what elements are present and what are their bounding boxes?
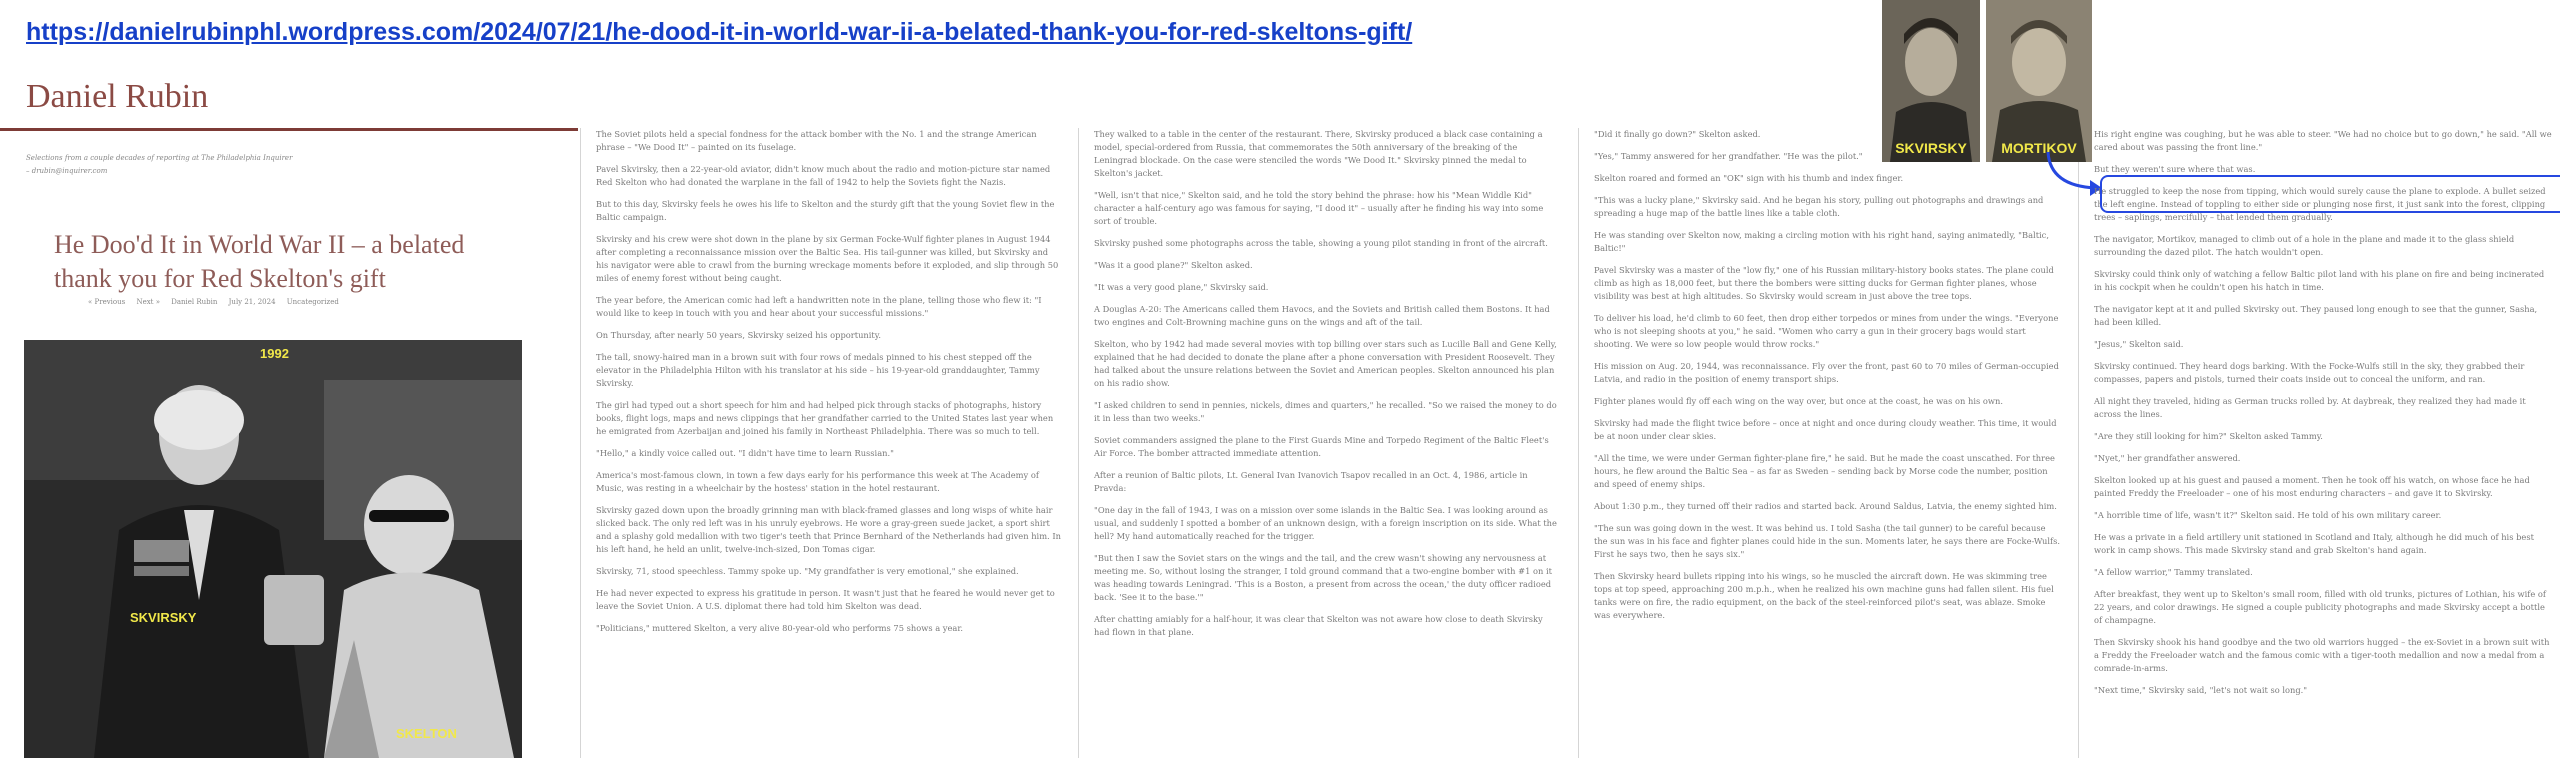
article-paragraph: Skvirsky continued. They heard dogs barking. With the Focke-Wulfs still in the sky, they grabbed their compasses, papers and pistols, turned their coats inside out to conceal the uniform, and ran. — [2094, 361, 2525, 384]
article-paragraph: "Are they still looking for him?" Skelton asked Tammy. — [2094, 431, 2323, 441]
column-divider — [580, 128, 581, 758]
article-paragraph: The navigator kept at it and pulled Skvirsky out. They paused long enough to see that the gunner, Sasha, had been killed. — [2094, 304, 2538, 327]
article-paragraph: A Douglas A-20: The Americans called them Havocs, and the Soviets and British called them Bostons. It had two engines and Colt-Browning machine guns on the wings and aft of the tail. — [1094, 304, 1550, 327]
article-column-1 — [596, 128, 1062, 644]
article-paragraph: He had never expected to express his gratitude in person. It wasn't just that he feared he would never get to leave the Soviet Union. A U.S. diplomat there had told him Skelton was dead. — [596, 588, 1055, 611]
article-paragraph: "Was it a good plane?" Skelton asked. — [1094, 260, 1253, 270]
article-paragraph: Skelton roared and formed an "OK" sign with his thumb and index finger. — [1594, 173, 1904, 183]
article-paragraph: Then Skvirsky heard bullets ripping into his wings, so he muscled the aircraft down. He was skimming tree tops at top speed, approaching 200 m.p.h., when he realized his own machine guns had fallen silent. His fuel tanks were on fire, the radio equipment, on the back of the steel-reinforced pilot's seat, was ablaze. Smoke was everywhere. — [1594, 571, 2054, 620]
photo-right-label: SKELTON — [396, 726, 457, 741]
article-paragraph: After chatting amiably for a half-hour, it was clear that Skelton was not aware how close to death Skvirsky had flown in that plane. — [1094, 614, 1543, 637]
article-paragraph: After breakfast, they went up to Skelton's small room, filled with old trunks, pictures of Lothian, his wife of 22 years, and color drawings. He signed a couple publicity photographs and made Skvirsky accept a bottle of champagne. — [2094, 589, 2546, 625]
article-paragraph: "One day in the fall of 1943, I was on a mission over some islands in the Baltic Sea. I was looking around as usual, and suddenly I spotted a bomber of an unknown design, with a foreign inscription on its side. What the hell? My hand automatically reached for the trigger. — [1094, 505, 1557, 541]
portrait-caption: MORTIKOV — [2001, 140, 2077, 156]
next-post-link[interactable]: Next » — [136, 298, 160, 306]
article-paragraph: "It was a very good plane," Skvirsky said. — [1094, 282, 1269, 292]
article-paragraph: "I asked children to send in pennies, nickels, dimes and quarters," he recalled. "So we raised the money to do it in less than two weeks." — [1094, 400, 1557, 423]
photo-illustration — [24, 340, 522, 758]
article-paragraph: He struggled to keep the nose from tipping, which would surely cause the plane to explode. A bullet seized the left engine. Instead of toppling to either side or plunging nose first, it just sank into the forest, clipping trees – saplings, mercifully – that lended them gradually. — [2094, 186, 2546, 222]
column-divider — [1578, 128, 1579, 758]
post-meta — [88, 298, 348, 306]
article-paragraph: Skvirsky pushed some photographs across the table, showing a young pilot standing in front of the aircraft. — [1094, 238, 1548, 248]
article-paragraph: Skvirsky gazed down upon the broadly grinning man with black-framed glasses and long wisps of white hair slicked back. The only red left was in his unruly eyebrows. He wore a gray-green suede jacket, a sport shirt and a splashy gold medallion with two tiger's teeth that Prince Bernhard of the Netherlands had given him. In his left hand, he held an unlit, twelve-inch-sized, Don Tomas cigar. — [596, 505, 1061, 554]
article-paragraph: "Did it finally go down?" Skelton asked. — [1594, 129, 1761, 139]
mortikov-portrait — [1986, 0, 2092, 162]
article-paragraph: They walked to a table in the center of the restaurant. There, Skvirsky produced a black case containing a model, special-ordered from Russia, that commemorates the 50th anniversary of the breaking of the Leningrad blockade. On the case were stenciled the words "We Dood It." Skvirsky pinned the medal to Skelton's jacket. — [1094, 129, 1543, 178]
article-paragraph: Skvirsky and his crew were shot down in the plane by six German Focke-Wulf fighter planes in August 1944 after completing a reconnaissance mission over the Baltic Sea. His tail-gunner was killed, but Skvirsky and his navigator were able to crawl from the burning wreckage moments before it exploded, and slip through 50 miles of enemy forest without being caught. — [596, 234, 1059, 283]
portrait-illustration — [1986, 0, 2092, 162]
article-paragraph: "Hello," a kindly voice called out. "I didn't have time to learn Russian." — [596, 448, 894, 458]
article-paragraph: "Nyet," her grandfather answered. — [2094, 453, 2241, 463]
article-paragraph: To deliver his load, he'd climb to 60 feet, then drop either torpedos or mines from under the wings. "Everyone who is not sleeping shoots at you," he said. "Women who carry a gun in their grocery bags would start shooting. We were so low people would throw rocks." — [1594, 313, 2059, 349]
article-paragraph: Skelton looked up at his guest and paused a moment. Then he took off his watch, on whose face he had painted Freddy the Freeloader – one of his most enduring characters – and gave it to Skvirsky. — [2094, 475, 2530, 498]
photo-left-label: SKVIRSKY — [130, 610, 197, 625]
skvirsky-portrait — [1882, 0, 1980, 162]
article-paragraph: "Jesus," Skelton said. — [2094, 339, 2184, 349]
article-paragraph: "Politicians," muttered Skelton, a very alive 80-year-old who performs 75 shows a year. — [596, 623, 964, 633]
article-paragraph: "But then I saw the Soviet stars on the wings and the tail, and the crew wasn't showing any nervousness at meeting me. So, without losing the stranger, I told ground command that a two-engine bomber with #1 on it was heading towards Leningrad. 'This is a Boston, a present from across the ocean,' the duty officer radioed back. 'See it to the base.'" — [1094, 553, 1552, 602]
previous-post-link[interactable]: « Previous — [88, 298, 126, 306]
article-paragraph: But they weren't sure where that was. — [2094, 164, 2256, 174]
article-paragraph: About 1:30 p.m., they turned off their radios and started back. Around Saldus, Latvia, the enemy sighted him. — [1594, 501, 2057, 511]
photo-year-label: 1992 — [260, 346, 289, 361]
article-paragraph: Skvirsky could think only of watching a fellow Baltic pilot land with his plane on fire and being incinerated in his cockpit when he couldn't open his hatch in time. — [2094, 269, 2545, 292]
post-author[interactable]: Daniel Rubin — [171, 298, 218, 306]
article-paragraph: Pavel Skvirsky was a master of the "low fly," one of his Russian military-history books states. The plane could climb as high as 18,000 feet, but there the bombers were sitting ducks for German fighter planes, whose visibility was best at high altitudes. So Skvirsky would scream in just above the tree tops. — [1594, 265, 2054, 301]
site-title[interactable]: Daniel Rubin — [26, 78, 209, 115]
article-url-link[interactable]: https://danielrubinphl.wordpress.com/2024/07/21/he-dood-it-in-world-war-ii-a-belated-thank-you-for-red-skeltons-gift/ — [26, 18, 1413, 46]
header-divider — [0, 128, 578, 131]
article-paragraph: Then Skvirsky shook his hand goodbye and the two old warriors hugged – the ex-Soviet in a brown suit with a Freddy the Freeloader watch and the famous comic with a tiger-tooth medallion and now a medal from a comrade-in-arms. — [2094, 637, 2550, 673]
portrait-illustration — [1882, 0, 1980, 162]
highlight-box — [2100, 175, 2560, 213]
column-divider — [2078, 128, 2079, 758]
article-paragraph: The tall, snowy-haired man in a brown suit with four rows of medals pinned to his chest stepped off the elevator in the Philadelphia Hilton with his translator at his side – his 19-year-old granddaughter, Tammy Skvirsky. — [596, 352, 1040, 388]
post-category[interactable]: Uncategorized — [286, 298, 339, 306]
article-column-3 — [1594, 128, 2060, 631]
article-paragraph: "The sun was going down in the west. It was behind us. I told Sasha (the tail gunner) to be careful because the sun was in his face and fighter planes could hide in the sun. Moments later, he says there are Focke-Wulfs. First he says two, then he says six." — [1594, 523, 2060, 559]
article-paragraph: Skvirsky had made the flight twice before – once at night and once during cloudy weather. This time, it would be at noon under clear skies. — [1594, 418, 2057, 441]
article-paragraph: His mission on Aug. 20, 1944, was reconnaissance. Fly over the front, past 60 to 70 miles of German-occupied Latvia, and radio in the position of enemy transport ships. — [1594, 361, 2059, 384]
article-column-4 — [2094, 128, 2554, 706]
column-divider — [1078, 128, 1079, 758]
article-paragraph: Fighter planes would fly off each wing on the way over, but once at the coast, he was on his own. — [1594, 396, 2003, 406]
article-paragraph: The navigator, Mortikov, managed to climb out of a hole in the plane and made it to the glass shield surrounding the dazed pilot. The hatch wouldn't open. — [2094, 234, 2515, 257]
article-paragraph: "A horrible time of life, wasn't it?" Skelton said. He told of his own military career. — [2094, 510, 2442, 520]
article-paragraph: His right engine was coughing, but he was able to steer. "We had no choice but to go down," he said. "All we cared about was passing the front line." — [2094, 129, 2552, 152]
article-paragraph: After a reunion of Baltic pilots, Lt. General Ivan Ivanovich Tsapov recalled in an Oct. 4, 1986, article in Pravda: — [1094, 470, 1528, 493]
article-paragraph: Skvirsky, 71, stood speechless. Tammy spoke up. "My grandfather is very emotional," she explained. — [596, 566, 1019, 576]
article-paragraph: The year before, the American comic had left a handwritten note in the plane, telling those who flew it: "I would like to keep in touch with you and hear about your successful missions." — [596, 295, 1042, 318]
site-tagline: Selections from a couple decades of reporting at The Philadelphia Inquirer – drubin@inquirer.com — [26, 154, 293, 175]
article-paragraph: "Well, isn't that nice," Skelton said, and he told the story behind the phrase: how his "Mean Widdle Kid" character a half-century ago was famous for saying, "I dood it" – usually after he finding his way into some sort of trouble. — [1094, 190, 1544, 226]
article-paragraph: "A fellow warrior," Tammy translated. — [2094, 567, 2253, 577]
post-title: He Doo'd It in World War II – a belated thank you for Red Skelton's gift — [54, 230, 465, 293]
article-paragraph: On Thursday, after nearly 50 years, Skvirsky seized his opportunity. — [596, 330, 881, 340]
article-paragraph: The girl had typed out a short speech for him and had helped pick through stacks of photographs, history books, flight logs, maps and news clippings that her grandfather carried to the United States last year when he emigrated from Azerbaijan and joined his family in Northeast Philadelphia. There was so much to tell. — [596, 400, 1054, 436]
article-column-2 — [1094, 128, 1560, 648]
article-paragraph: All night they traveled, hiding as German trucks rolled by. At daybreak, they realized they had made it across the lines. — [2094, 396, 2526, 419]
article-paragraph: "All the time, we were under German fighter-plane fire," he said. But he made the coast unscathed. For three hours, he flew around the Baltic Sea – as far as Sweden – sending back by Morse code the number, position and speed of enemy ships. — [1594, 453, 2055, 489]
post-date[interactable]: July 21, 2024 — [228, 298, 276, 306]
article-paragraph: "This was a lucky plane," Skvirsky said. And he began his story, pulling out photographs and drawings and spreading a huge map of the battle lines like a table cloth. — [1594, 195, 2044, 218]
article-paragraph: "Next time," Skvirsky said, "let's not wait so long." — [2094, 685, 2308, 695]
article-paragraph: The Soviet pilots held a special fondness for the attack bomber with the No. 1 and the strange American phrase – "We Dood It" – painted on its fuselage. — [596, 129, 1037, 152]
article-paragraph: He was standing over Skelton now, making a circling motion with his right hand, saying animatedly, "Baltic, Baltic!" — [1594, 230, 2049, 253]
article-paragraph: "Yes," Tammy answered for her grandfather. "He was the pilot." — [1594, 151, 1863, 161]
article-paragraph: America's most-famous clown, in town a few days early for his performance this week at The Academy of Music, was resting in a wheelchair by the hostess' station in the hotel restaurant. — [596, 470, 1039, 493]
article-paragraph: But to this day, Skvirsky feels he owes his life to Skelton and the sturdy gift that the young Soviet flew in the Baltic campaign. — [596, 199, 1055, 222]
article-paragraph: Soviet commanders assigned the plane to the First Guards Mine and Torpedo Regiment of the Baltic Fleet's Air Force. The bomber attracted immediate attention. — [1094, 435, 1549, 458]
article-paragraph: Pavel Skvirsky, then a 22-year-old aviator, didn't know much about the radio and motion-picture star named Red Skelton who had donated the warplane in the fall of 1942 to help the Soviets fight the Nazis. — [596, 164, 1051, 187]
article-paragraph: Skelton, who by 1942 had made several movies with top billing over stars such as Lucille Ball and Gene Kelly, explained that he had decided to donate the plane after a phone conversation with President Roosevelt. They had talked about the unsure relations between the Soviet and American peoples. Skelton announced his plan on his radio show. — [1094, 339, 1557, 388]
skvirsky-skelton-photo — [24, 340, 522, 758]
portrait-caption: SKVIRSKY — [1895, 140, 1967, 156]
article-paragraph: He was a private in a field artillery unit stationed in Scotland and Italy, although he did much of his best work in camp shows. This made Skvirsky stand and grab Skelton's hand again. — [2094, 532, 2534, 555]
